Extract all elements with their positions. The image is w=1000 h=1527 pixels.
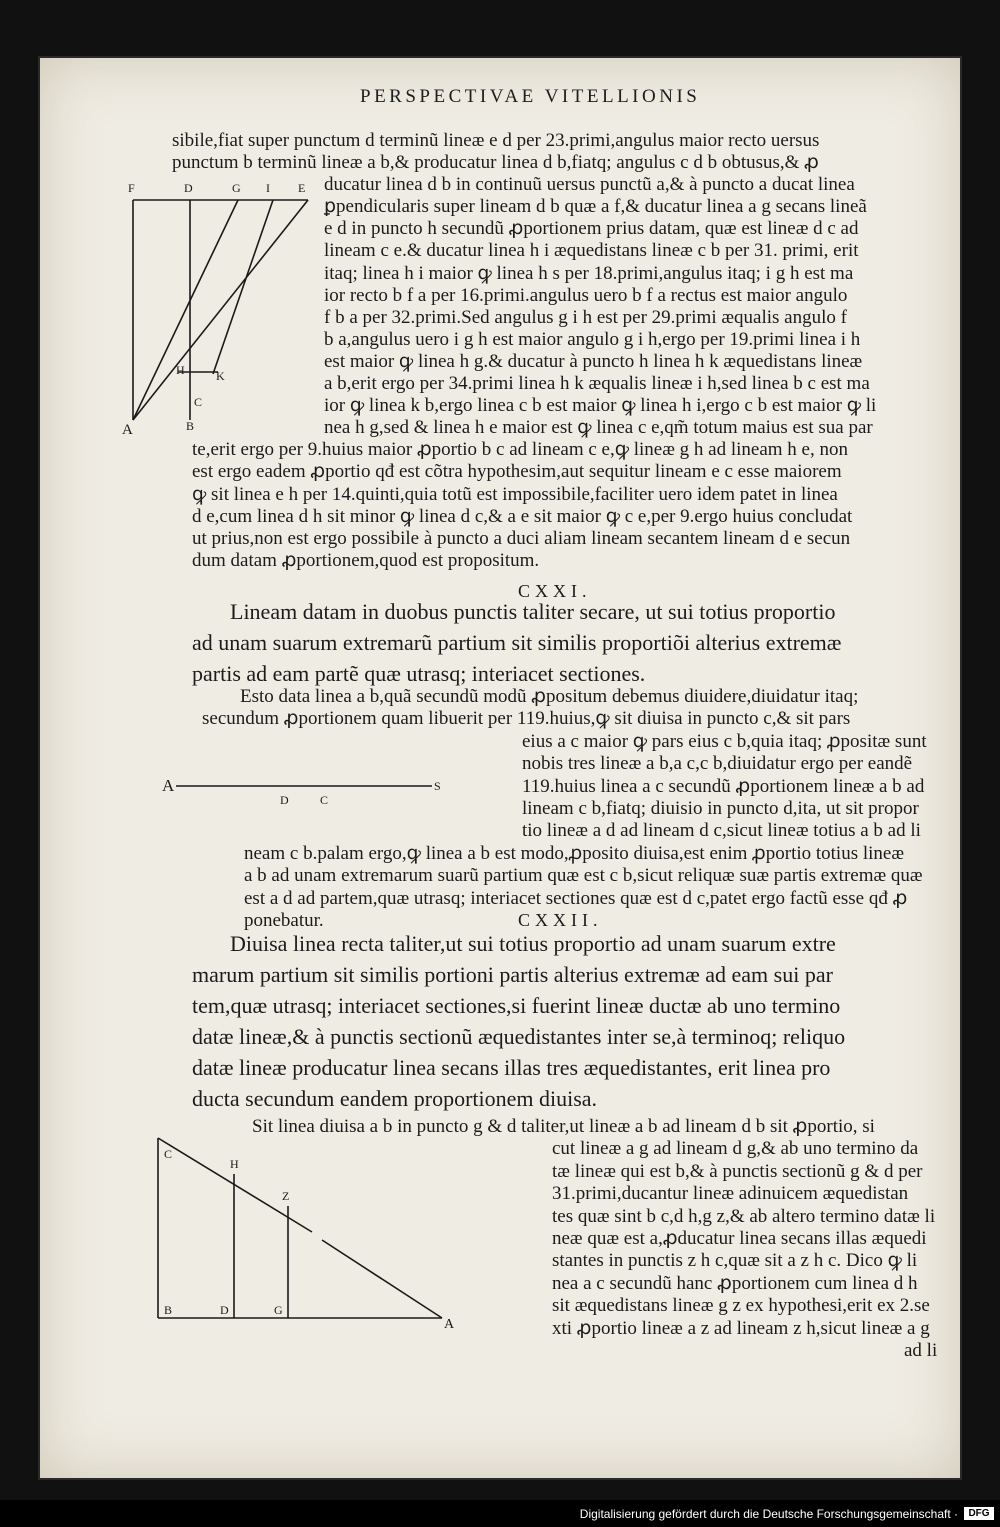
text-line: stantes in punctis z h c,quæ sit a z h c. Dico ꝙ li: [552, 1250, 918, 1272]
text-line: marum partium sit similis portioni partis alterius extremæ ad eam sui par: [192, 962, 833, 987]
text-line: ponebatur.: [244, 910, 324, 932]
figure1-label-d: D: [184, 181, 193, 195]
text-line: Esto data linea a b,quã secundũ modũ ꝓpositum debemus diuidere,diuidatur itaq;: [240, 686, 859, 707]
figure1-label-b: B: [186, 419, 195, 433]
text-line: tæ lineæ qui est b,& à punctis sectionũ g & d per: [552, 1160, 923, 1182]
proposition-statement: [192, 596, 952, 689]
text-line: xti ꝓportio lineæ a z ad lineam z h,sicut lineæ a g: [552, 1317, 930, 1339]
text-line: ꝙ sit linea e h per 14.quinti,quia totũ est impossibile,faciliter uero idem patet in linea: [192, 483, 838, 505]
footer-credit-text: Digitalisierung gefördert durch die Deutsche Forschungsgemeinschaft ·: [579, 1507, 958, 1521]
text-line: sit æquedistans lineæ g z ex hypothesi,erit ex 2.se: [552, 1295, 930, 1317]
text-line: est maior ꝙ linea h g.& ducatur à puncto h linea h k æquedistans lineæ: [324, 350, 863, 372]
text-line: ꝑpendicularis super lineam d b quæ a f,& ducatur linea a g secans lineã: [324, 196, 867, 218]
text-line: eius a c maior ꝙ pars eius c b,quia itaq; ꝓpositæ sunt: [522, 730, 927, 752]
proposition-number: CXXI.: [518, 581, 592, 601]
figure1-label-e-top: E: [298, 181, 306, 195]
figure3-label-z: Z: [282, 1189, 290, 1203]
text-line: lineam c b,fiatq; diuisio in puncto d,ita, ut sit propor: [522, 798, 919, 820]
figure3-label-c: C: [164, 1147, 173, 1161]
text-line: dum datam ꝓportionem,quod est propositum.: [192, 549, 540, 571]
figure2-label-d: D: [280, 793, 289, 807]
text-line: tio lineæ a d ad lineam d c,sicut lineæ totius a b ad li: [522, 820, 921, 842]
text-line: datæ lineæ producatur linea secans illas tres æquedistantes, erit linea pro: [192, 1055, 831, 1080]
text-line: ad li: [904, 1340, 938, 1362]
text-line: neæ quæ est a,ꝓducatur linea secans illas æquedi: [552, 1228, 927, 1250]
text-line: ducta secundum eandem proportionem diuisa.: [192, 1086, 598, 1111]
text-line: sibile,fiat super punctum d terminũ lineæ e d per 23.primi,angulus maior recto uersus: [172, 130, 820, 151]
text-line: est ergo eadem ꝓportio qđ est cõtra hypothesim,aut sequitur lineam e c esse maiorem: [192, 461, 842, 483]
text-line: f b a per 32.primi.Sed angulus g i h est per 29.primi æqualis angulo f: [324, 306, 847, 328]
figure1-label-k: K: [216, 369, 225, 383]
figure1-label-g: G: [232, 181, 241, 195]
figure1-label-a: A: [122, 422, 133, 438]
figure-parallels-diagram: [152, 1128, 472, 1338]
figure-divided-line: [162, 770, 462, 810]
text-line: e d in puncto h secundũ ꝓportionem prius datam, quæ est lineæ d c ad: [324, 218, 859, 240]
text-line: d e,cum linea d h sit minor ꝙ linea d c,& a e sit maior ꝙ c e,per 9.ergo huius concludat: [192, 505, 853, 527]
text-line: 119.huius linea a c secundũ ꝓportionem lineæ a b ad: [522, 775, 925, 797]
digitization-footer: [0, 1500, 1000, 1527]
text-line: a b,erit ergo per 34.primi linea h k æqualis lineæ i h,sed linea b c est ma: [324, 373, 870, 395]
text-line: partis ad eam partẽ quæ utrasq; interiacet sectiones.: [192, 661, 646, 686]
figure3-label-d: D: [220, 1303, 229, 1317]
text-line: ut prius,non est ergo possibile à puncto a duci aliam lineam secantem lineam d e secun: [192, 527, 851, 549]
text-line: est a d ad partem,quæ utrasq; interiacet sectiones quæ est d c,patet ergo factũ esse qđ ꝓ: [244, 887, 908, 909]
text-line: ior ꝙ linea k b,ergo linea c b est maior ꝙ linea h i,ergo c b est maior ꝙ li: [324, 395, 877, 417]
figure1-label-i: I: [266, 181, 270, 195]
text-line: ior recto b f a per 16.primi.angulus uero b f a rectus est maior angulo: [324, 284, 848, 306]
proposition-number: CXXII.: [518, 910, 603, 930]
figure2-label-c: C: [320, 793, 329, 807]
figure2-label-s: S: [434, 779, 441, 793]
figure1-label-f: F: [128, 181, 135, 195]
text-line: nea a c secundũ hanc ꝓportionem cum linea d h: [552, 1272, 918, 1294]
text-line: nobis tres lineæ a b,a c,c b,diuidatur ergo per eandẽ: [522, 753, 913, 775]
text-line: Sit linea diuisa a b in puncto g & d taliter,ut lineæ a b ad lineam d b sit ꝓportio, si: [252, 1116, 875, 1137]
text-line: punctum b terminũ lineæ a b,& producatur linea d b,fiatq; angulus c d b obtusus,& ꝓ: [172, 152, 819, 174]
text-line: lineam c e.& ducatur linea h i æquedistans lineæ c b per 31. primi, erit: [324, 240, 859, 262]
book-page: [40, 58, 960, 1478]
text-line: tem,quæ utrasq; interiacet sectiones,si fuerint lineæ ductæ ab uno termino: [192, 993, 841, 1018]
figure1-label-c: C: [194, 395, 203, 409]
text-line: itaq; linea h i maior ꝙ linea h s per 18.primi,angulus itaq; i g h est ma: [324, 262, 854, 284]
figure1-label-h: H: [176, 363, 185, 377]
text-line: te,erit ergo per 9.huius maior ꝓportio b c ad lineam c e,ꝙ lineæ g h ad lineam h e, non: [192, 439, 848, 461]
text-line: Diuisa linea recta taliter,ut sui totius proportio ad unam suarum extre: [230, 931, 836, 956]
text-line: tes quæ sint b c,d h,g z,& ab altero termino datæ li: [552, 1205, 936, 1227]
dfg-logo-icon: DFG: [964, 1507, 994, 1520]
text-line: a b ad unam extremarum suarũ partium quæ est c b,sicut reliquæ suæ partis extremæ quæ: [244, 865, 923, 887]
text-line: ad unam suarum extremarũ partium sit similis proportiõi alterius extremæ: [192, 630, 842, 655]
figure2-label-a: A: [162, 776, 175, 795]
text-line: secundum ꝓportionem quam libuerit per 119.huius,ꝙ sit diuisa in puncto c,& sit pars: [202, 708, 851, 730]
text-line: cut lineæ a g ad lineam d g,& ab uno termino da: [552, 1138, 919, 1160]
text-line: 31.primi,ducantur lineæ adinuicem æquedistan: [552, 1183, 909, 1205]
text-line: Lineam datam in duobus punctis taliter secare, ut sui totius proportio: [230, 599, 836, 624]
figure3-label-b: B: [164, 1303, 173, 1317]
text-line: nea h g,sed & linea h e maior est ꝙ linea c e,qm̃ totum maius est sua par: [324, 417, 873, 439]
text-line: ducatur linea d b in continuũ uersus punctũ a,& à puncto a ducat linea: [324, 174, 855, 196]
figure3-label-a: A: [444, 1317, 455, 1332]
figure3-label-h: H: [230, 1157, 239, 1171]
figure3-line-a: [322, 1240, 442, 1318]
running-header: PERSPECTIVAE VITELLIONIS: [360, 86, 701, 107]
proposition-statement: [192, 928, 952, 1114]
figure3-line-czh: [158, 1138, 312, 1232]
text-line: datæ lineæ,& à punctis sectionũ æquedistantes inter se,à terminoq; reliquo: [192, 1024, 846, 1049]
text-line: neam c b.palam ergo,ꝙ linea a b est modo,ꝓposito diuisa,est enim ꝓportio totius lineæ: [244, 842, 905, 864]
proof-text-continued: [172, 130, 942, 572]
text-line: b a,angulus uero i g h est maior angulo g i h,ergo per 19.primi linea i h: [324, 328, 861, 350]
figure3-label-g: G: [274, 1303, 283, 1317]
